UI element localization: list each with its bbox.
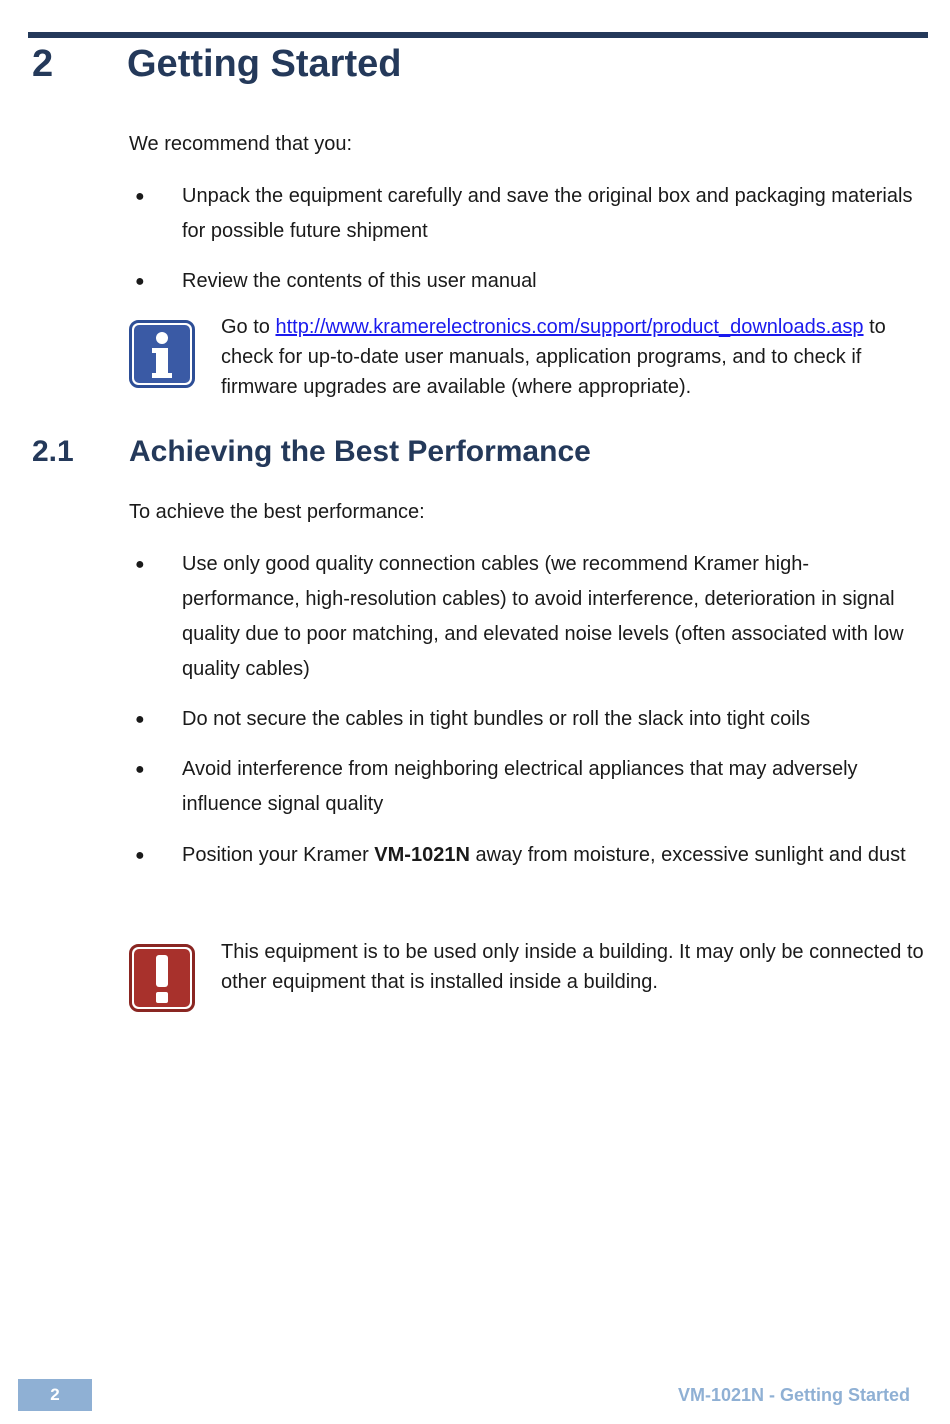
bullet-icon: ●	[135, 711, 145, 728]
list-item	[129, 264, 919, 299]
chapter-title: Getting Started	[127, 43, 402, 85]
warning-note: This equipment is to be used only inside a building. It may only be connected to other equipment that is installed inside a building.	[221, 941, 924, 993]
list-item-text: Unpack the equipment carefully and save the original box and packaging materials for possible future shipment	[182, 185, 913, 242]
info-note-suffix: to check for up-to-date user manuals, application programs, and to check if firmware upgrades are available (where appropriate).	[221, 316, 886, 398]
list-item-text: Use only good quality connection cables (we recommend Kramer high-performance, high-resolution cables) to avoid interference, deterioration in signal quality due to poor matching, and elevated noise levels (often associated with low quality cables)	[182, 553, 904, 680]
section-title: Achieving the Best Performance	[129, 435, 591, 468]
section-number: 2.1	[32, 435, 74, 468]
info-note-prefix: Go to	[221, 316, 276, 338]
list-item	[129, 547, 919, 687]
list-item-suffix: away from moisture, excessive sunlight and dust	[469, 844, 906, 866]
info-note	[221, 312, 936, 402]
bullet-icon: ●	[135, 761, 145, 778]
intro-text: We recommend that you:	[129, 133, 353, 155]
list-item-prefix: Position your Kramer	[182, 844, 375, 866]
footer-title: VM-1021N - Getting Started	[677, 1385, 910, 1405]
list-item-text: Review the contents of this user manual	[182, 270, 537, 292]
top-rule	[28, 32, 928, 38]
footer-page-number: 2	[18, 1379, 92, 1411]
list-item	[129, 838, 919, 873]
list-item	[129, 752, 919, 822]
bullet-icon: ●	[135, 273, 145, 290]
section-intro-text: To achieve the best performance:	[129, 501, 425, 523]
bullet-icon: ●	[135, 188, 145, 205]
chapter-number: 2	[32, 43, 54, 85]
list-item-text	[182, 838, 919, 873]
list-item	[129, 179, 919, 249]
bullet-icon: ●	[135, 556, 145, 573]
product-downloads-link[interactable]: http://www.kramerelectronics.com/support/product_downloads.asp	[275, 316, 864, 338]
info-icon	[129, 320, 195, 388]
list-item	[129, 702, 919, 737]
product-model: VM-1021N	[374, 844, 470, 866]
bullet-icon: ●	[135, 847, 145, 864]
list-item-text: Avoid interference from neighboring electrical appliances that may adversely influence signal quality	[182, 758, 858, 815]
warning-icon	[129, 944, 195, 1012]
list-item-text: Do not secure the cables in tight bundles or roll the slack into tight coils	[182, 708, 811, 730]
